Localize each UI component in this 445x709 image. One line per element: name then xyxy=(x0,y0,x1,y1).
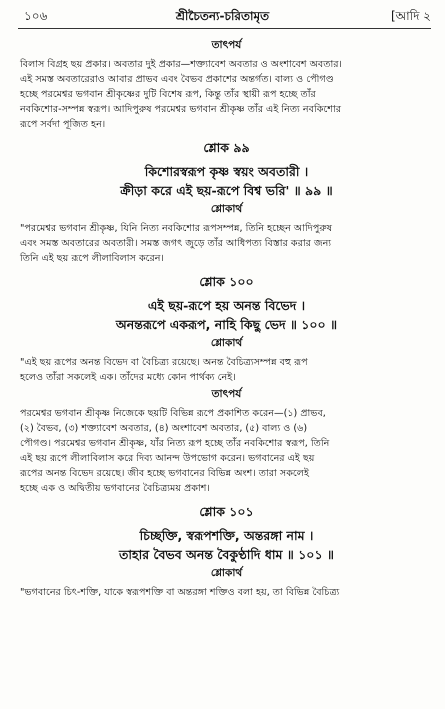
purport-line: নবকিশোর-সম্পন্ন স্বরূপ। আদিপুরুষ পরমেশ্বর ভগবান শ্রীকৃষ্ণ তাঁর এই নিত্য নবকিশোর xyxy=(20,104,342,115)
purport-line: এই সমস্ত অবতারেরাও আবার প্রাভব এবং বৈভব প্রকাশের অন্তর্গত। বাল্য ও পৌগণ্ড xyxy=(20,74,334,85)
translation-line: "ভগবানের চিৎ-শক্তি, যাকে স্বরূপশক্তি বা অন্তরঙ্গা শক্তিও বলা হয়, তা বিভিন্ন বৈচিত্র্য xyxy=(20,587,340,598)
purport-line: বিলাস বিগ্রহ ছয় প্রকার। অবতার দুই প্রকার—শক্ত্যাবেশ অবতার ও অংশাবেশ অবতার। xyxy=(20,59,342,70)
verse-label: শ্লোক ১০০ xyxy=(199,274,254,289)
page-number: ১০৬ xyxy=(24,9,48,23)
purport-line: রূপে সর্বদা পূজিত হন। xyxy=(20,119,106,130)
header-rule xyxy=(18,28,431,29)
page-content xyxy=(20,36,433,600)
purport-heading: তাৎপর্য xyxy=(211,39,242,51)
purport-heading: তাৎপর্য xyxy=(211,388,242,400)
purport-line: এই ছয় রূপে লীলাবিলাস করে দিব্য আনন্দ উপভোগ করেন। ভগবানের এই ছয় xyxy=(20,453,315,464)
purport-line: (২) বৈভব, (৩) শক্ত্যাবেশ অবতার, (৪) অংশাবেশ অবতার, (৫) বাল্য ও (৬) xyxy=(20,423,308,434)
translation-heading: শ্লোকার্থ xyxy=(210,567,243,579)
translation-line: "পরমেশ্বর ভগবান শ্রীকৃষ্ণ, যিনি নিত্য নবকিশোর রূপসম্পন্ন, তিনি হচ্ছেন আদিপুরুষ xyxy=(20,223,332,234)
verse-line: তাহার বৈভব অনন্ত বৈকুণ্ঠাদি ধাম ॥ ১০১ ॥ xyxy=(119,547,334,562)
purport-line: রূপের অনন্ত বিভেদ রয়েছে। জীব হচ্ছে ভগবানের বিভিন্ন অংশ। তারা সকলেই xyxy=(20,468,309,479)
translation-line: হলেও তাঁরা সকলেই এক। তাঁদের মধ্যে কোন পার্থক্য নেই। xyxy=(20,372,236,383)
purport-line: হচ্ছে পরমেশ্বর ভগবান শ্রীকৃষ্ণের দুটি বিশেষ রূপ, কিন্তু তাঁর স্থায়ী রূপ হচ্ছে তাঁর xyxy=(20,89,316,100)
page-header xyxy=(0,8,445,28)
purport-line: হচ্ছে এক ও অদ্বিতীয় ভগবানের বৈচিত্র্যময় প্রকাশ। xyxy=(20,483,210,494)
translation-heading: শ্লোকার্থ xyxy=(210,203,243,215)
translation-line: "এই ছয় রূপের অনন্ত বিভেদ বা বৈচিত্র্য রয়েছে। অনন্ত বৈচিত্র্যসম্পন্ন বহু রূপ xyxy=(20,357,308,368)
verse-label: শ্লোক ১০১ xyxy=(199,504,254,519)
translation-line: এবং সমস্ত অবতারের অবতারী। সমস্ত জগৎ জুড়ে তাঁর আধিপত্য বিস্তার করার জন্য xyxy=(20,238,332,249)
verse-line: চিচ্ছক্তি, স্বরূপশক্তি, অন্তরঙ্গা নাম । xyxy=(139,528,314,543)
purport-line: পরমেশ্বর ভগবান শ্রীকৃষ্ণ নিজেকে ছয়টি বিভিন্ন রূপে প্রকাশিত করেন—(১) প্রাভব, xyxy=(20,408,326,419)
verse-line: কিশোরস্বরূপ কৃষ্ণ স্বয়ং অবতারী । xyxy=(144,164,309,179)
section-marker: [আদি ২ xyxy=(390,9,431,23)
translation-heading: শ্লোকার্থ xyxy=(210,337,243,349)
verse-label: শ্লোক ৯৯ xyxy=(203,140,250,155)
translation-line: তিনি এই ছয় রূপে লীলাবিলাস করেন। xyxy=(20,253,164,264)
verse-line: ক্রীড়া করে এই ছয়-রূপে বিশ্ব ভরি' ॥ ৯৯ ॥ xyxy=(120,183,333,198)
running-title: শ্রীচৈতন্য-চরিতামৃত xyxy=(175,9,270,23)
purport-line: পৌগণ্ড। পরমেশ্বর ভগবান শ্রীকৃষ্ণ, যাঁর নিত্য রূপ হচ্ছে তাঁর নবকিশোর স্বরূপ, তিনি xyxy=(20,438,330,449)
verse-line: এই ছয়-রূপে হয় অনন্ত বিভেদ । xyxy=(147,298,306,313)
verse-line: অনন্তরূপে একরূপ, নাহি কিছু ভেদ ॥ ১০০ ॥ xyxy=(115,317,338,332)
